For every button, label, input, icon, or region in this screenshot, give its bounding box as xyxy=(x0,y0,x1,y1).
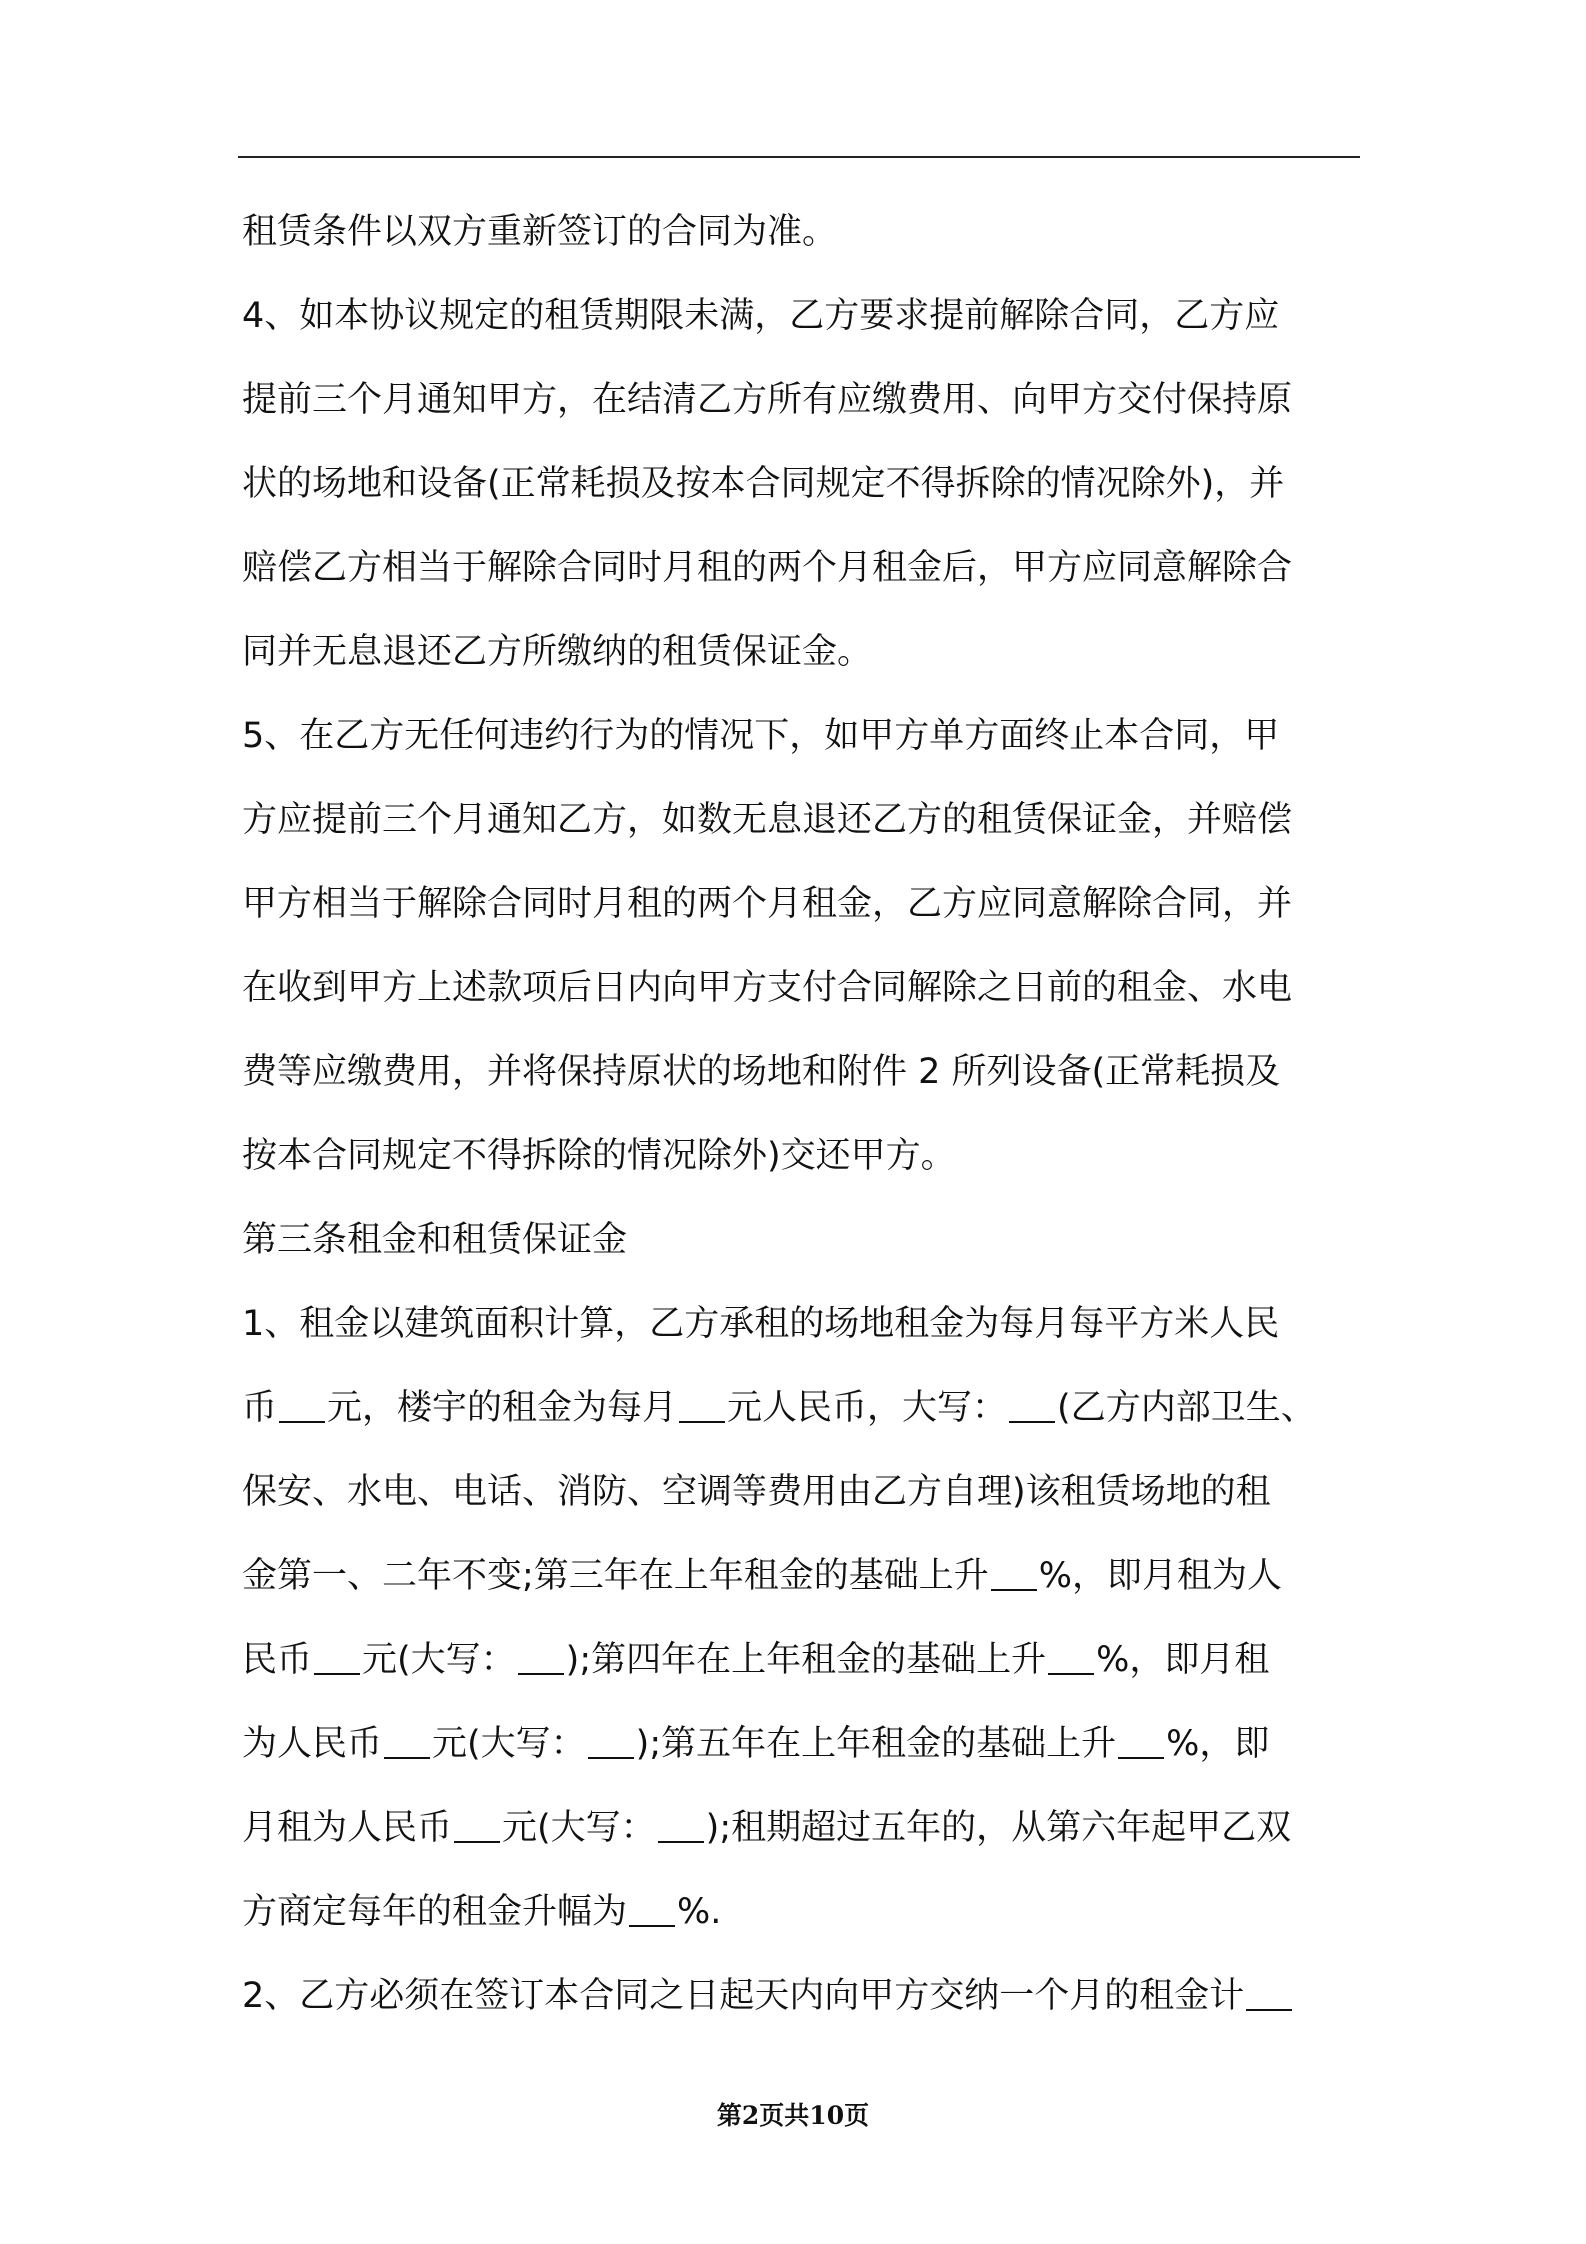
text-line xyxy=(242,1282,1356,1366)
fill-in-blank xyxy=(1048,1643,1094,1675)
text-line xyxy=(242,946,1356,1030)
text-segment: 元人民币，大写： xyxy=(727,1388,1008,1428)
fill-in-blank xyxy=(1118,1727,1164,1759)
text-segment: );第四年在上年租金的基础上升 xyxy=(565,1640,1047,1680)
text-segment: %，即月租 xyxy=(1096,1640,1270,1680)
text-line xyxy=(242,862,1356,946)
text-line xyxy=(242,1534,1356,1618)
header-rule xyxy=(238,156,1360,158)
text-segment: 币 xyxy=(242,1388,278,1428)
text-line xyxy=(242,1030,1356,1114)
text-line xyxy=(242,1870,1356,1954)
fill-in-blank xyxy=(658,1811,704,1843)
text-segment: 赔偿乙方相当于解除合同时月租的两个月租金后，甲方应同意解除合 xyxy=(242,548,1293,588)
text-segment: 租赁条件以双方重新签订的合同为准。 xyxy=(242,212,838,252)
text-line xyxy=(242,610,1356,694)
text-segment: 状的场地和设备(正常耗损及按本合同规定不得拆除的情况除外)，并 xyxy=(242,464,1285,504)
text-segment: (乙方内部卫生、 xyxy=(1057,1388,1316,1428)
fill-in-blank xyxy=(454,1811,500,1843)
fill-in-blank xyxy=(991,1559,1037,1591)
fill-in-blank xyxy=(1246,1979,1292,2011)
text-line xyxy=(242,694,1356,778)
text-segment: %，即月租为人 xyxy=(1038,1556,1283,1596)
text-line xyxy=(242,442,1356,526)
text-segment: 元(大写： xyxy=(362,1640,516,1680)
fill-in-blank xyxy=(588,1727,634,1759)
text-segment: 4、如本协议规定的租赁期限未满，乙方要求提前解除合同，乙方应 xyxy=(242,296,1280,336)
fill-in-blank xyxy=(1009,1391,1055,1423)
text-segment: 月租为人民币 xyxy=(242,1808,453,1848)
text-segment: 按本合同规定不得拆除的情况除外)交还甲方。 xyxy=(242,1136,956,1176)
fill-in-blank xyxy=(518,1643,564,1675)
text-line xyxy=(242,778,1356,862)
text-segment: %，即 xyxy=(1166,1724,1270,1764)
text-segment: 在收到甲方上述款项后日内向甲方支付合同解除之日前的租金、水电 xyxy=(242,968,1293,1008)
text-line xyxy=(242,526,1356,610)
fill-in-blank xyxy=(629,1895,675,1927)
text-segment: 方商定每年的租金升幅为 xyxy=(242,1892,628,1932)
text-segment: %. xyxy=(677,1892,722,1932)
text-segment: 元，楼宇的租金为每月 xyxy=(327,1388,678,1428)
text-segment: );第五年在上年租金的基础上升 xyxy=(635,1724,1117,1764)
text-segment: 保安、水电、电话、消防、空调等费用由乙方自理)该租赁场地的租 xyxy=(242,1472,1271,1512)
text-segment: 民币 xyxy=(242,1640,313,1680)
fill-in-blank xyxy=(279,1391,325,1423)
text-segment: );租期超过五年的，从第六年起甲乙双 xyxy=(705,1808,1292,1848)
text-segment: 1、租金以建筑面积计算，乙方承租的场地租金为每月每平方米人民 xyxy=(242,1304,1280,1344)
text-segment: 方应提前三个月通知乙方，如数无息退还乙方的租赁保证金，并赔偿 xyxy=(242,800,1293,840)
text-line xyxy=(242,1198,1356,1282)
text-segment: 5、在乙方无任何违约行为的情况下，如甲方单方面终止本合同，甲 xyxy=(242,716,1280,756)
text-line xyxy=(242,1114,1356,1198)
text-line xyxy=(242,1702,1356,1786)
text-segment: 元(大写： xyxy=(502,1808,656,1848)
text-line xyxy=(242,1366,1356,1450)
text-line xyxy=(242,1618,1356,1702)
text-segment: 元(大写： xyxy=(432,1724,586,1764)
fill-in-blank xyxy=(314,1643,360,1675)
page-number: 第2页共10页 xyxy=(716,2101,870,2130)
text-line xyxy=(242,358,1356,442)
text-line xyxy=(242,1450,1356,1534)
fill-in-blank xyxy=(384,1727,430,1759)
text-line xyxy=(242,1954,1356,2038)
text-segment: 费等应缴费用，并将保持原状的场地和附件 2 所列设备(正常耗损及 xyxy=(242,1052,1281,1092)
text-line xyxy=(242,190,1356,274)
text-segment: 甲方相当于解除合同时月租的两个月租金，乙方应同意解除合同，并 xyxy=(242,884,1293,924)
text-segment: 2、乙方必须在签订本合同之日起天内向甲方交纳一个月的租金计 xyxy=(242,1976,1245,2016)
text-line xyxy=(242,1786,1356,1870)
text-segment: 提前三个月通知甲方，在结清乙方所有应缴费用、向甲方交付保持原 xyxy=(242,380,1293,420)
text-segment: 第三条租金和租赁保证金 xyxy=(242,1220,628,1260)
text-segment: 同并无息退还乙方所缴纳的租赁保证金。 xyxy=(242,632,873,672)
text-segment: 金第一、二年不变;第三年在上年租金的基础上升 xyxy=(242,1556,989,1596)
fill-in-blank xyxy=(679,1391,725,1423)
text-segment: 为人民币 xyxy=(242,1724,383,1764)
document-body xyxy=(242,190,1356,2038)
text-line xyxy=(242,274,1356,358)
